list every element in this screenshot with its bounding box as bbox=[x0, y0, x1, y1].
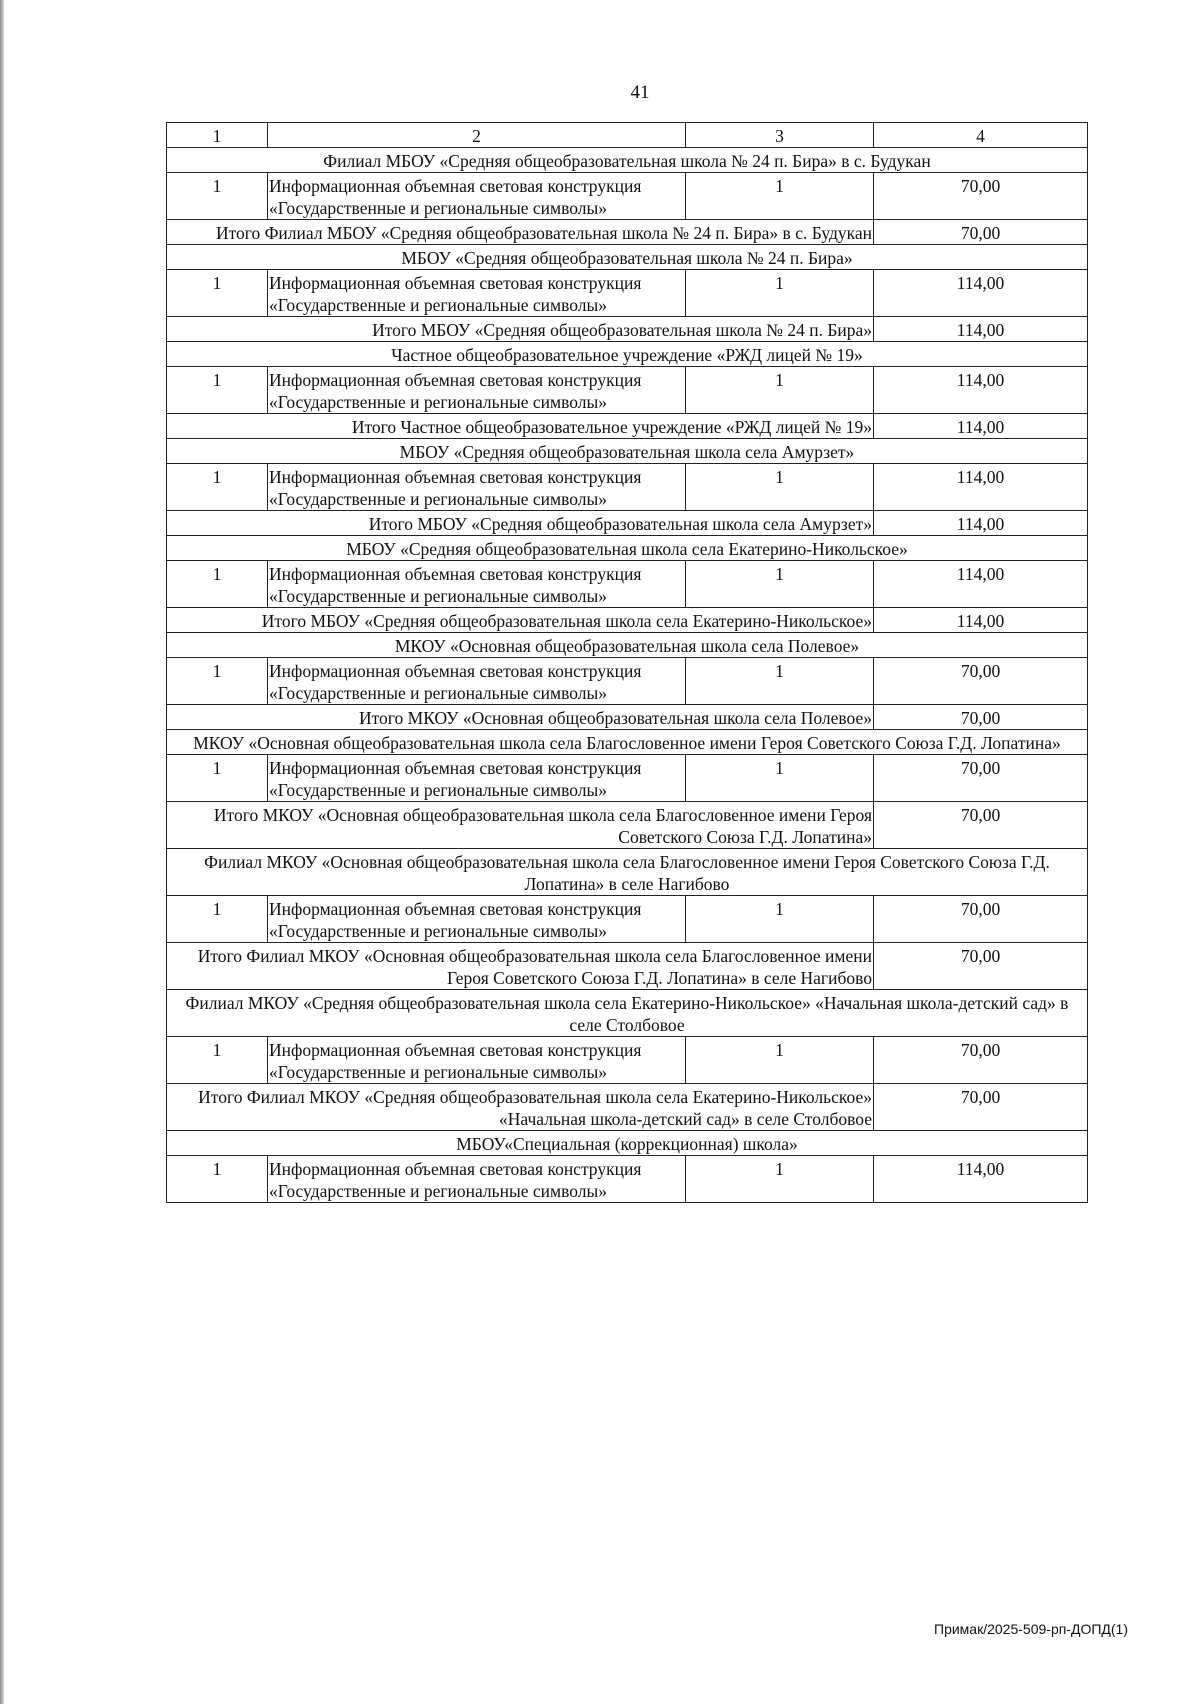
section-title-row bbox=[167, 633, 1088, 658]
total-row bbox=[167, 802, 1088, 849]
total-label: Итого Частное общеобразовательное учреждение «РЖД лицей № 19» bbox=[167, 414, 874, 439]
item-name: Информационная объемная световая конструкция «Государственные и региональные символы» bbox=[268, 896, 686, 943]
total-sum: 114,00 bbox=[874, 317, 1088, 342]
item-sum: 70,00 bbox=[874, 173, 1088, 220]
section-title-row bbox=[167, 245, 1088, 270]
total-label: Итого Филиал МКОУ «Основная общеобразовательная школа села Благословенное имени Героя Советского Союза Г.Д. Лопатина» в селе Нагибово bbox=[167, 943, 874, 990]
total-row bbox=[167, 943, 1088, 990]
section-title-row bbox=[167, 990, 1088, 1037]
total-sum: 114,00 bbox=[874, 414, 1088, 439]
item-quantity: 1 bbox=[686, 173, 874, 220]
item-quantity: 1 bbox=[686, 755, 874, 802]
item-sum: 114,00 bbox=[874, 367, 1088, 414]
section-title: Филиал МКОУ «Средняя общеобразовательная школа села Екатерино-Никольское» «Начальная школа-детский сад» в селе Столбовое bbox=[167, 990, 1088, 1037]
total-sum: 70,00 bbox=[874, 802, 1088, 849]
section-title: МБОУ«Специальная (коррекционная) школа» bbox=[167, 1131, 1088, 1156]
section-title: МБОУ «Средняя общеобразовательная школа села Екатерино-Никольское» bbox=[167, 536, 1088, 561]
item-number: 1 bbox=[167, 464, 268, 511]
item-sum: 70,00 bbox=[874, 658, 1088, 705]
item-number: 1 bbox=[167, 896, 268, 943]
item-row bbox=[167, 658, 1088, 705]
item-name: Информационная объемная световая конструкция «Государственные и региональные символы» bbox=[268, 1037, 686, 1084]
item-name: Информационная объемная световая конструкция «Государственные и региональные символы» bbox=[268, 173, 686, 220]
total-row bbox=[167, 705, 1088, 730]
page-number: 41 bbox=[630, 82, 650, 103]
total-label: Итого МКОУ «Основная общеобразовательная школа села Полевое» bbox=[167, 705, 874, 730]
item-sum: 114,00 bbox=[874, 270, 1088, 317]
item-sum: 114,00 bbox=[874, 464, 1088, 511]
total-row bbox=[167, 1084, 1088, 1131]
total-row bbox=[167, 608, 1088, 633]
total-label: Итого Филиал МКОУ «Средняя общеобразовательная школа села Екатерино-Никольское» «Начальная школа-детский сад» в селе Столбовое bbox=[167, 1084, 874, 1131]
item-name: Информационная объемная световая конструкция «Государственные и региональные символы» bbox=[268, 561, 686, 608]
item-quantity: 1 bbox=[686, 1037, 874, 1084]
item-number: 1 bbox=[167, 658, 268, 705]
total-row bbox=[167, 414, 1088, 439]
item-name: Информационная объемная световая конструкция «Государственные и региональные символы» bbox=[268, 755, 686, 802]
section-title: Частное общеобразовательное учреждение «РЖД лицей № 19» bbox=[167, 342, 1088, 367]
item-row bbox=[167, 464, 1088, 511]
header-cell-1: 1 bbox=[167, 123, 268, 148]
item-quantity: 1 bbox=[686, 561, 874, 608]
item-quantity: 1 bbox=[686, 658, 874, 705]
item-row bbox=[167, 270, 1088, 317]
item-row bbox=[167, 367, 1088, 414]
item-quantity: 1 bbox=[686, 464, 874, 511]
item-row bbox=[167, 1037, 1088, 1084]
total-sum: 70,00 bbox=[874, 943, 1088, 990]
item-row bbox=[167, 173, 1088, 220]
item-number: 1 bbox=[167, 270, 268, 317]
item-name: Информационная объемная световая конструкция «Государственные и региональные символы» bbox=[268, 270, 686, 317]
total-label: Итого МКОУ «Основная общеобразовательная школа села Благословенное имени Героя Советского Союза Г.Д. Лопатина» bbox=[167, 802, 874, 849]
header-row bbox=[167, 123, 1088, 148]
item-sum: 114,00 bbox=[874, 561, 1088, 608]
section-title: МБОУ «Средняя общеобразовательная школа села Амурзет» bbox=[167, 439, 1088, 464]
item-quantity: 1 bbox=[686, 896, 874, 943]
header-cell-2: 2 bbox=[268, 123, 686, 148]
total-row bbox=[167, 511, 1088, 536]
item-name: Информационная объемная световая конструкция «Государственные и региональные символы» bbox=[268, 367, 686, 414]
item-sum: 70,00 bbox=[874, 755, 1088, 802]
item-number: 1 bbox=[167, 173, 268, 220]
item-number: 1 bbox=[167, 367, 268, 414]
total-sum: 70,00 bbox=[874, 220, 1088, 245]
section-title: МКОУ «Основная общеобразовательная школа села Благословенное имени Героя Советского Союза Г.Д. Лопатина» bbox=[167, 730, 1088, 755]
item-row bbox=[167, 561, 1088, 608]
scan-edge bbox=[0, 0, 4, 1704]
section-title-row bbox=[167, 439, 1088, 464]
document-code: Примак/2025-509-рп-ДОПД(1) bbox=[934, 1621, 1128, 1637]
total-sum: 70,00 bbox=[874, 1084, 1088, 1131]
item-sum: 70,00 bbox=[874, 1037, 1088, 1084]
total-label: Итого МБОУ «Средняя общеобразовательная школа села Екатерино-Никольское» bbox=[167, 608, 874, 633]
section-title: МБОУ «Средняя общеобразовательная школа № 24 п. Бира» bbox=[167, 245, 1088, 270]
section-title: МКОУ «Основная общеобразовательная школа села Полевое» bbox=[167, 633, 1088, 658]
header-cell-3: 3 bbox=[686, 123, 874, 148]
item-number: 1 bbox=[167, 755, 268, 802]
item-quantity: 1 bbox=[686, 1156, 874, 1203]
item-name: Информационная объемная световая конструкция «Государственные и региональные символы» bbox=[268, 464, 686, 511]
total-sum: 114,00 bbox=[874, 511, 1088, 536]
section-title: Филиал МБОУ «Средняя общеобразовательная школа № 24 п. Бира» в с. Будукан bbox=[167, 148, 1088, 173]
section-title-row bbox=[167, 148, 1088, 173]
total-sum: 70,00 bbox=[874, 705, 1088, 730]
total-row bbox=[167, 317, 1088, 342]
section-title: Филиал МКОУ «Основная общеобразовательная школа села Благословенное имени Героя Советского Союза Г.Д. Лопатина» в селе Нагибово bbox=[167, 849, 1088, 896]
document-table bbox=[166, 122, 1088, 1203]
total-label: Итого МБОУ «Средняя общеобразовательная школа № 24 п. Бира» bbox=[167, 317, 874, 342]
header-cell-4: 4 bbox=[874, 123, 1088, 148]
item-row bbox=[167, 896, 1088, 943]
section-title-row bbox=[167, 1131, 1088, 1156]
section-title-row bbox=[167, 730, 1088, 755]
item-number: 1 bbox=[167, 561, 268, 608]
item-row bbox=[167, 1156, 1088, 1203]
item-number: 1 bbox=[167, 1156, 268, 1203]
item-quantity: 1 bbox=[686, 367, 874, 414]
total-label: Итого Филиал МБОУ «Средняя общеобразовательная школа № 24 п. Бира» в с. Будукан bbox=[167, 220, 874, 245]
item-row bbox=[167, 755, 1088, 802]
item-number: 1 bbox=[167, 1037, 268, 1084]
total-label: Итого МБОУ «Средняя общеобразовательная школа села Амурзет» bbox=[167, 511, 874, 536]
item-sum: 114,00 bbox=[874, 1156, 1088, 1203]
section-title-row bbox=[167, 849, 1088, 896]
section-title-row bbox=[167, 536, 1088, 561]
section-title-row bbox=[167, 342, 1088, 367]
item-name: Информационная объемная световая конструкция «Государственные и региональные символы» bbox=[268, 1156, 686, 1203]
total-sum: 114,00 bbox=[874, 608, 1088, 633]
item-name: Информационная объемная световая конструкция «Государственные и региональные символы» bbox=[268, 658, 686, 705]
total-row bbox=[167, 220, 1088, 245]
item-quantity: 1 bbox=[686, 270, 874, 317]
item-sum: 70,00 bbox=[874, 896, 1088, 943]
